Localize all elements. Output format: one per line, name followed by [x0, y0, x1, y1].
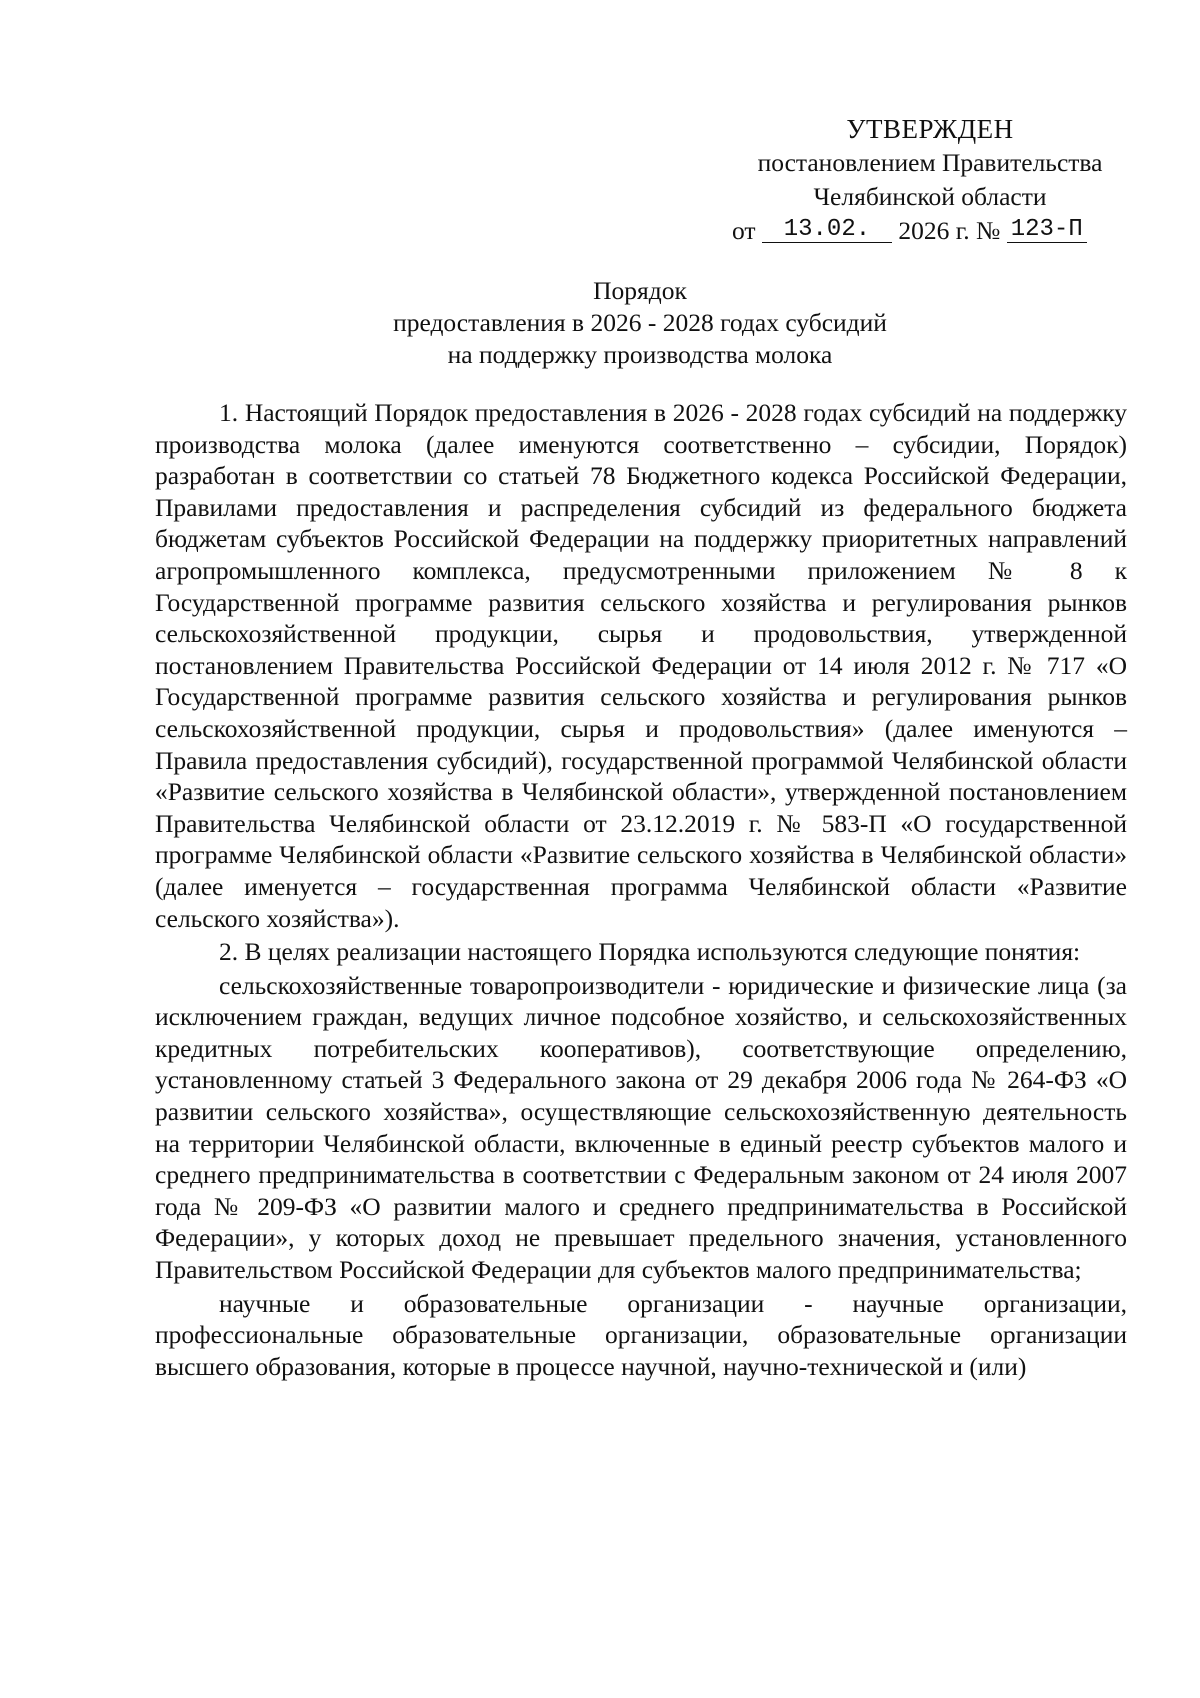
approval-from: от: [732, 216, 756, 245]
document-body: [155, 397, 1127, 1382]
heading-line-2: предоставления в 2026 - 2028 годах субсидий: [393, 308, 887, 337]
paragraph-2: 2. В целях реализации настоящего Порядка используются следующие понятия:: [219, 937, 1081, 967]
heading-line-1: Порядок: [593, 276, 687, 305]
approval-stamp: [730, 112, 1130, 248]
heading-line-3: на поддержку производства молока: [447, 340, 833, 369]
paragraph-1: 1. Настоящий Порядок предоставления в 2026 - 2028 годах субсидий на поддержку производства молока (далее именуются соответственно – субсидии, Порядок) разработан в соответствии со статьей 78 Бюджетного кодекса Российской Федерации, Правилами предоставления и распределения субсидий из федерального бюджета бюджетам субъектов Российской Федерации на поддержку приоритетных направлений агропромышленного комплекса, предусмотренными приложением № 8 к Государственной программе развития сельского хозяйства и регулирования рынков сельскохозяйственной продукции, сырья и продовольствия, утвержденной постановлением Правительства Российской Федерации от 14 июля 2012 г. № 717 «О Государственной программе развития сельского хозяйства и регулирования рынков сельскохозяйственной продукции, сырья и продовольствия» (далее именуются – Правила предоставления субсидий), государственной программой Челябинской области «Развитие сельского хозяйства в Челябинской области», утвержденной постановлением Правительства Челябинской области от 23.12.2019 г. № 583-П «О государственной программе Челябинской области «Развитие сельского хозяйства в Челябинской области» (далее именуется – государственная программа Челябинской области «Развитие сельского хозяйства»).: [155, 398, 1127, 933]
approval-year: 2026 г. №: [898, 216, 1001, 245]
approval-line-1: постановлением Правительства: [757, 148, 1103, 177]
approval-line-2: Челябинской области: [813, 182, 1047, 211]
document-heading: [150, 275, 1130, 371]
approval-number-fill: 123-П: [1007, 218, 1087, 243]
approved-title: УТВЕРЖДЕН: [846, 114, 1014, 144]
approval-date-line: [730, 214, 1130, 248]
paragraph-3: сельскохозяйственные товаропроизводители - юридические и физические лица (за исключением граждан, ведущих личное подсобное хозяйство, и сельскохозяйственных кредитных потребительских кооперативов), соответствующие определению, установленному статьей 3 Федерального закона от 29 декабря 2006 года № 264-ФЗ «О развитии сельского хозяйства», осуществляющие сельскохозяйственную деятельность на территории Челябинской области, включенные в единый реестр субъектов малого и среднего предпринимательства в соответствии с Федеральным законом от 24 июля 2007 года № 209-ФЗ «О развитии малого и среднего предпринимательства в Российской Федерации», у которых доход не превышает предельного значения, установленного Правительством Российской Федерации для субъектов малого предпринимательства;: [155, 970, 1127, 1285]
paragraph-4: научные и образовательные организации - научные организации, профессиональные образовательные организации, образовательные организации высшего образования, которые в процессе научной, научно-технической и (или): [155, 1288, 1127, 1381]
approval-date-fill: 13.02.: [762, 218, 892, 243]
